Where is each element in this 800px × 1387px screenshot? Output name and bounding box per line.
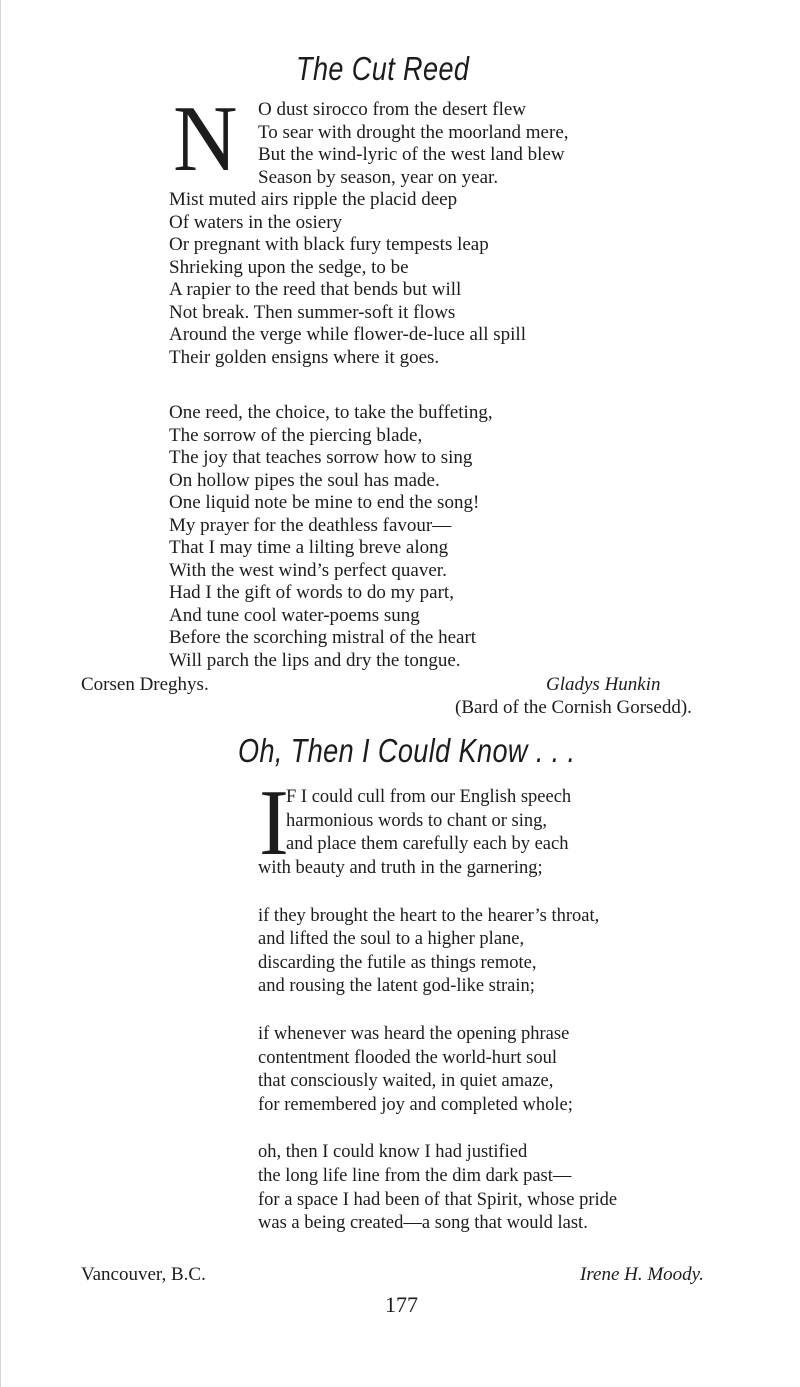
stanza-gap [258,881,617,905]
poem-line: Their golden ensigns where it goes. [169,346,440,368]
poem-line: and lifted the soul to a higher plane, [258,929,525,950]
poem-line: And tune cool water-poems sung [169,604,420,626]
poem-line: My prayer for the deathless favour— [169,514,452,536]
drop-cap-n: N [173,87,238,191]
poem-cut-reed-opening [258,99,569,189]
poem-line: the long life line from the dim dark past— [258,1165,572,1186]
poem-line: Not break. Then summer-soft it flows [169,301,456,323]
poem-line: Had I the gift of words to do my part, [169,582,454,603]
poem1-place: Corsen Dreghys. [81,674,209,695]
poem-then-i-could-know-body [258,857,617,1236]
poem-line: One liquid note be mine to end the song! [169,492,480,513]
poem1-author-note: (Bard of the Cornish Gorsedd). [455,697,692,718]
poem-line: On hollow pipes the soul has made. [169,469,440,491]
page-number: 177 [385,1292,418,1317]
poem-line: F I could cull from our English speech [286,787,572,807]
poem-line: discarding the futile as things remote, [258,952,537,973]
poem-line: oh, then I could know I had justified [258,1142,528,1163]
poem-line: and place them carefully each by each [286,834,569,855]
poem-line: Shrieking upon the sedge, to be [169,256,409,278]
poem-line: Or pregnant with black fury tempests leap [169,234,489,255]
poem2-place: Vancouver, B.C. [81,1264,206,1285]
poem-line: Will parch the lips and dry the tongue. [169,649,461,671]
poem-line: With the west wind’s perfect quaver. [169,559,447,581]
poem-line: Around the verge while flower-de-luce all spill [169,324,526,345]
stanza-gap [258,999,617,1023]
drop-cap-i: I [259,771,289,875]
poem-line: O dust sirocco from the desert flew [258,99,527,120]
page-edge-line [0,0,1,1387]
poem-line: To sear with drought the moorland mere, [258,121,569,143]
poem-line: for a space I had been of that Spirit, whose pride [258,1189,618,1210]
poem1-author: Gladys Hunkin [546,674,661,695]
poem-cut-reed-body [169,189,526,672]
poem-line: Of waters in the osiery [169,211,343,233]
poem-line: One reed, the choice, to take the buffeting, [169,402,493,423]
poem-then-i-could-know-opening [286,786,571,857]
stanza-gap [169,369,526,402]
poem-line: for remembered joy and completed whole; [258,1094,573,1115]
poem-line: if whenever was heard the opening phrase [258,1023,570,1044]
poem-line: that consciously waited, in quiet amaze, [258,1071,554,1092]
poem-line: Before the scorching mistral of the heart [169,627,477,648]
poem-line: harmonious words to chant or sing, [286,810,548,831]
poem-line: and rousing the latent god-like strain; [258,976,535,997]
poem2-author: Irene H. Moody. [580,1264,704,1285]
poem-line: Season by season, year on year. [258,166,499,188]
poem-line: was a being created—a song that would last. [258,1213,588,1234]
poem-line: with beauty and truth in the garnering; [258,858,543,878]
poem-line: The sorrow of the piercing blade, [169,424,423,446]
poem-line: Mist muted airs ripple the placid deep [169,189,458,210]
poem-title-then-i-could-know: Oh, Then I Could Know . . . [238,732,576,769]
poem-line: if they brought the heart to the hearer’s throat, [258,905,600,926]
poem-line: That I may time a lilting breve along [169,537,449,558]
poem-line: The joy that teaches sorrow how to sing [169,447,473,468]
poem-line: But the wind-lyric of the west land blew [258,144,565,165]
stanza-gap [258,1117,617,1141]
poem-line: contentment flooded the world-hurt soul [258,1047,558,1068]
poem-title-cut-reed: The Cut Reed [296,50,470,87]
poem-line: A rapier to the reed that bends but will [169,279,462,300]
